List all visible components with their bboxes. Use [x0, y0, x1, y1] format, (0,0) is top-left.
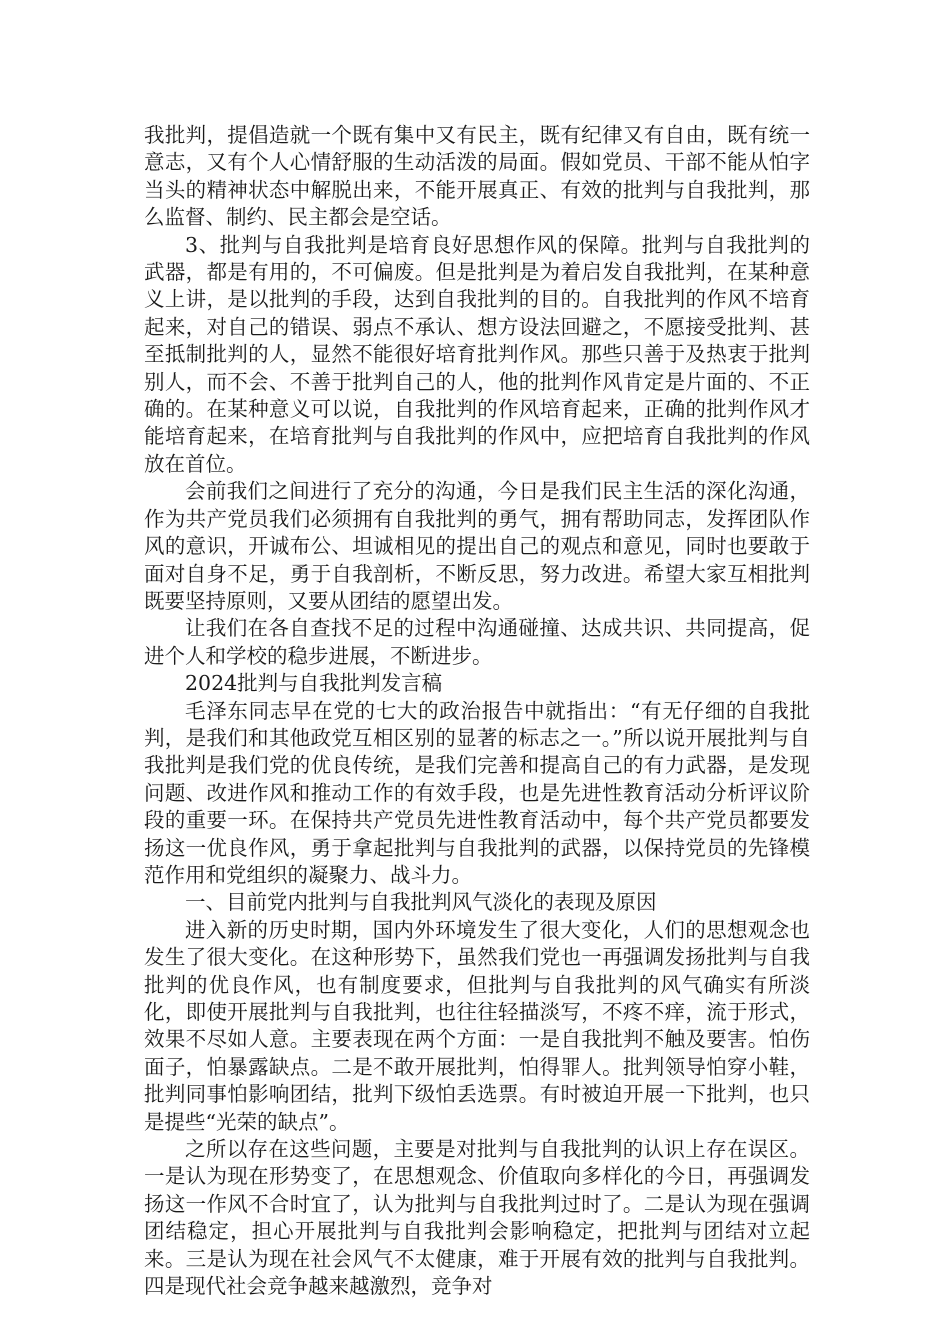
section-title: 2024批判与自我批判发言稿 — [185, 671, 443, 696]
paragraph: 让我们在各自查找不足的过程中沟通碰撞、达成共识、共同提高，促进个人和学校的稳步进展，不断进步。 — [144, 616, 810, 668]
paragraph: 进入新的历史时期，国内外环境发生了很大变化，人们的思想观念也发生了很大变化。在这种形势下，虽然我们党也一再强调发扬批判与自我批判的优良作风，也有制度要求，但批判与自我批判的风气确实有所淡化，即使开展批判与自我批判，也往往轻描淡写，不疼不痒，流于形式，效果不尽如人意。主要表现在两个方面：一是自我批判不触及要害。怕伤面子，怕暴露缺点。二是不敢开展批判，怕得罪人。批判领导怕穿小鞋，批判同事怕影响团结，批判下级怕丢选票。有时被迫开展一下批判，也只是提些“光荣的缺点”。 — [144, 917, 810, 1134]
paragraph-continuation: 我批判，提倡造就一个既有集中又有民主，既有纪律又有自由，既有统一意志，又有个人心情舒服的生动活泼的局面。假如党员、干部不能从怕字当头的精神状态中解脱出来，不能开展真正、有效的批判与自我批判，那么监督、制约、民主都会是空话。 — [144, 123, 810, 230]
paragraph: 毛泽东同志早在党的七大的政治报告中就指出：“有无仔细的自我批判，是我们和其他政党互相区别的显著的标志之一。”所以说开展批判与自我批判是我们党的优良传统，是我们完善和提高自己的有力武器，是发现问题、改进作风和推动工作的有效手段，也是先进性教育活动分析评议阶段的重要一环。在保持共产党员先进性教育活动中，每个共产党员都要发扬这一优良作风，勇于拿起批判与自我批判的武器，以保持党员的先锋模范作用和党组织的凝聚力、战斗力。 — [144, 698, 810, 887]
paragraph: 之所以存在这些问题，主要是对批判与自我批判的认识上存在误区。一是认为现在形势变了，在思想观念、价值取向多样化的今日，再强调发扬这一作风不合时宜了，认为批判与自我批判过时了。二是认为现在强调团结稳定，担心开展批判与自我批判会影响稳定，把批判与团结对立起来。三是认为现在社会风气不太健康，难于开展有效的批判与自我批判。四是现代社会竞争越来越激烈，竞争对 — [144, 1137, 810, 1299]
paragraph: 会前我们之间进行了充分的沟通，今日是我们民主生活的深化沟通，作为共产党员我们必须拥有自我批判的勇气，拥有帮助同志，发挥团队作风的意识，开诚布公、坦诚相见的提出自己的观点和意见，同时也要敢于面对自身不足，勇于自我剖析，不断反思，努力改进。希望大家互相批判既要坚持原则，又要从团结的愿望出发。 — [144, 479, 810, 613]
document-body — [144, 122, 810, 1300]
paragraph: 3、批判与自我批判是培育良好思想作风的保障。批判与自我批判的武器，都是有用的，不可偏废。但是批判是为着启发自我批判，在某种意义上讲，是以批判的手段，达到自我批判的目的。自我批判的作风不培育起来，对自己的错误、弱点不承认、想方设法回避之，不愿接受批判、甚至抵制批判的人，显然不能很好培育批判作风。那些只善于及热衷于批判别人，而不会、不善于批判自己的人，他的批判作风肯定是片面的、不正确的。在某种意义可以说，自我批判的作风培育起来，正确的批判作风才能培育起来，在培育批判与自我批判的作风中，应把培育自我批判的作风放在首位。 — [144, 232, 810, 476]
section-heading: 一、目前党内批判与自我批判风气淡化的表现及原因 — [185, 890, 657, 915]
